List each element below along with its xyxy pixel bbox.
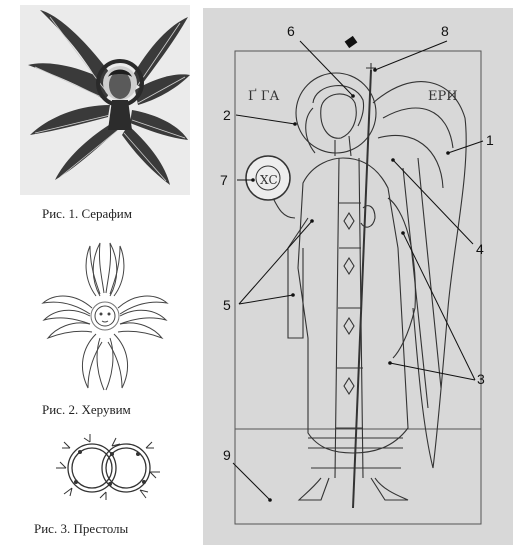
callout-1: 1 — [486, 132, 494, 148]
callout-9: 9 — [223, 447, 231, 463]
callout-5: 5 — [223, 297, 231, 313]
callout-2: 2 — [223, 107, 231, 123]
cherub-image — [40, 238, 170, 393]
inscription-left: Ґ ГА — [248, 89, 280, 104]
cherub-drawing — [40, 238, 170, 393]
callout-3: 3 — [477, 371, 485, 387]
orb-letters: ХС — [260, 173, 278, 187]
archangel-drawing — [203, 8, 513, 545]
inscription-right: ЕРИ — [428, 89, 458, 104]
seraph-drawing — [20, 5, 190, 195]
thrones-drawing — [50, 432, 170, 502]
callout-7: 7 — [220, 172, 228, 188]
figure-3-caption: Рис. 3. Престолы — [34, 521, 129, 536]
callout-6: 6 — [287, 23, 295, 39]
callout-4: 4 — [476, 241, 484, 257]
archangel-icon-diagram — [203, 8, 513, 545]
figure-1-caption: Рис. 1. Серафим — [42, 206, 132, 221]
thrones-image — [50, 432, 170, 502]
seraph-image — [20, 5, 190, 195]
figure-2-caption: Рис. 2. Херувим — [42, 402, 131, 417]
callout-8: 8 — [441, 23, 449, 39]
